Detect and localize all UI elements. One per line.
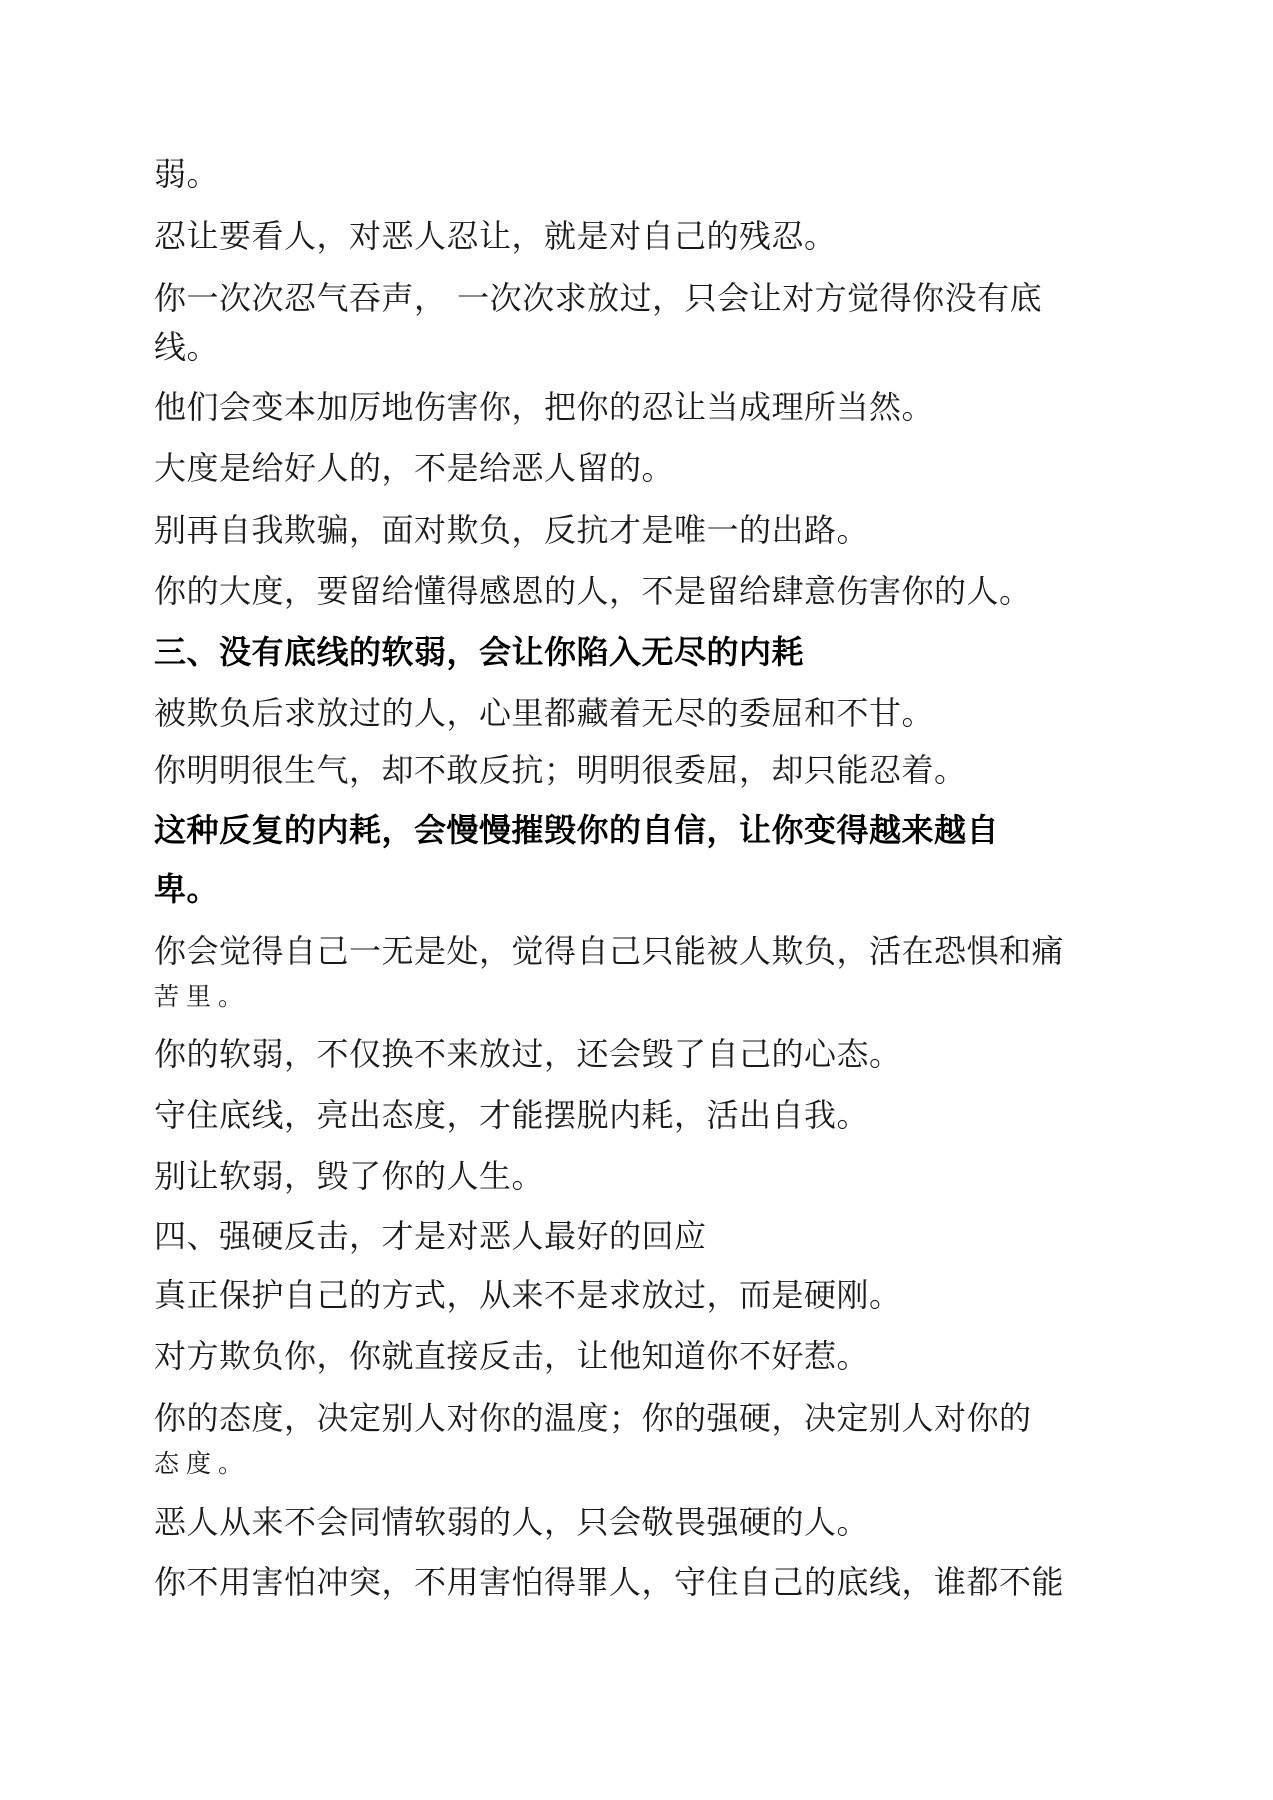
text-line: 恶人从来不会同情软弱的人，只会敬畏强硬的人。 — [154, 1503, 870, 1541]
text-line: 忍让要看人，对恶人忍让，就是对自己的残忍。 — [154, 217, 837, 255]
text-line: 你明明很生气，却不敢反抗；明明很委屈，却只能忍着。 — [154, 751, 967, 789]
text-line: 弱。 — [154, 155, 220, 193]
text-line: 你的软弱，不仅换不来放过，还会毁了自己的心态。 — [154, 1035, 902, 1073]
text-line: 你的大度，要留给懂得感恩的人，不是留给肆意伤害你的人。 — [154, 572, 1032, 610]
bold-text-line: 卑。 — [154, 870, 220, 908]
text-line: 线。 — [154, 328, 220, 366]
text-line: 被欺负后求放过的人，心里都藏着无尽的委屈和不甘。 — [154, 694, 935, 732]
text-line: 真正保护自己的方式，从来不是求放过，而是硬刚。 — [154, 1276, 902, 1314]
text-line: 苦里。 — [154, 982, 251, 1011]
text-line: 守住底线，亮出态度，才能摆脱内耗，活出自我。 — [154, 1096, 870, 1134]
section-heading: 三、没有底线的软弱，会让你陷入无尽的内耗 — [154, 633, 805, 671]
text-line: 他们会变本加厉地伤害你，把你的忍让当成理所当然。 — [154, 388, 935, 426]
text-line: 别让软弱，毁了你的人生。 — [154, 1157, 545, 1195]
text-line: 大度是给好人的，不是给恶人留的。 — [154, 449, 675, 487]
bold-text-line: 这种反复的内耗，会慢慢摧毁你的自信，让你变得越来越自 — [154, 811, 1000, 849]
text-line: 你的态度，决定别人对你的温度；你的强硬，决定别人对你的 — [154, 1399, 1032, 1437]
text-line: 你一次次忍气吞声， 一次次求放过，只会让对方觉得你没有底 — [154, 279, 1043, 317]
section-heading: 四、强硬反击，才是对恶人最好的回应 — [154, 1217, 707, 1255]
text-line: 态度。 — [154, 1449, 251, 1478]
text-line: 你会觉得自己一无是处，觉得自己只能被人欺负，活在恐惧和痛 — [154, 932, 1065, 970]
text-line: 你不用害怕冲突，不用害怕得罪人，守住自己的底线，谁都不能 — [154, 1563, 1065, 1601]
text-line: 对方欺负你，你就直接反击，让他知道你不好惹。 — [154, 1337, 870, 1375]
text-line: 别再自我欺骗，面对欺负，反抗才是唯一的出路。 — [154, 511, 870, 549]
